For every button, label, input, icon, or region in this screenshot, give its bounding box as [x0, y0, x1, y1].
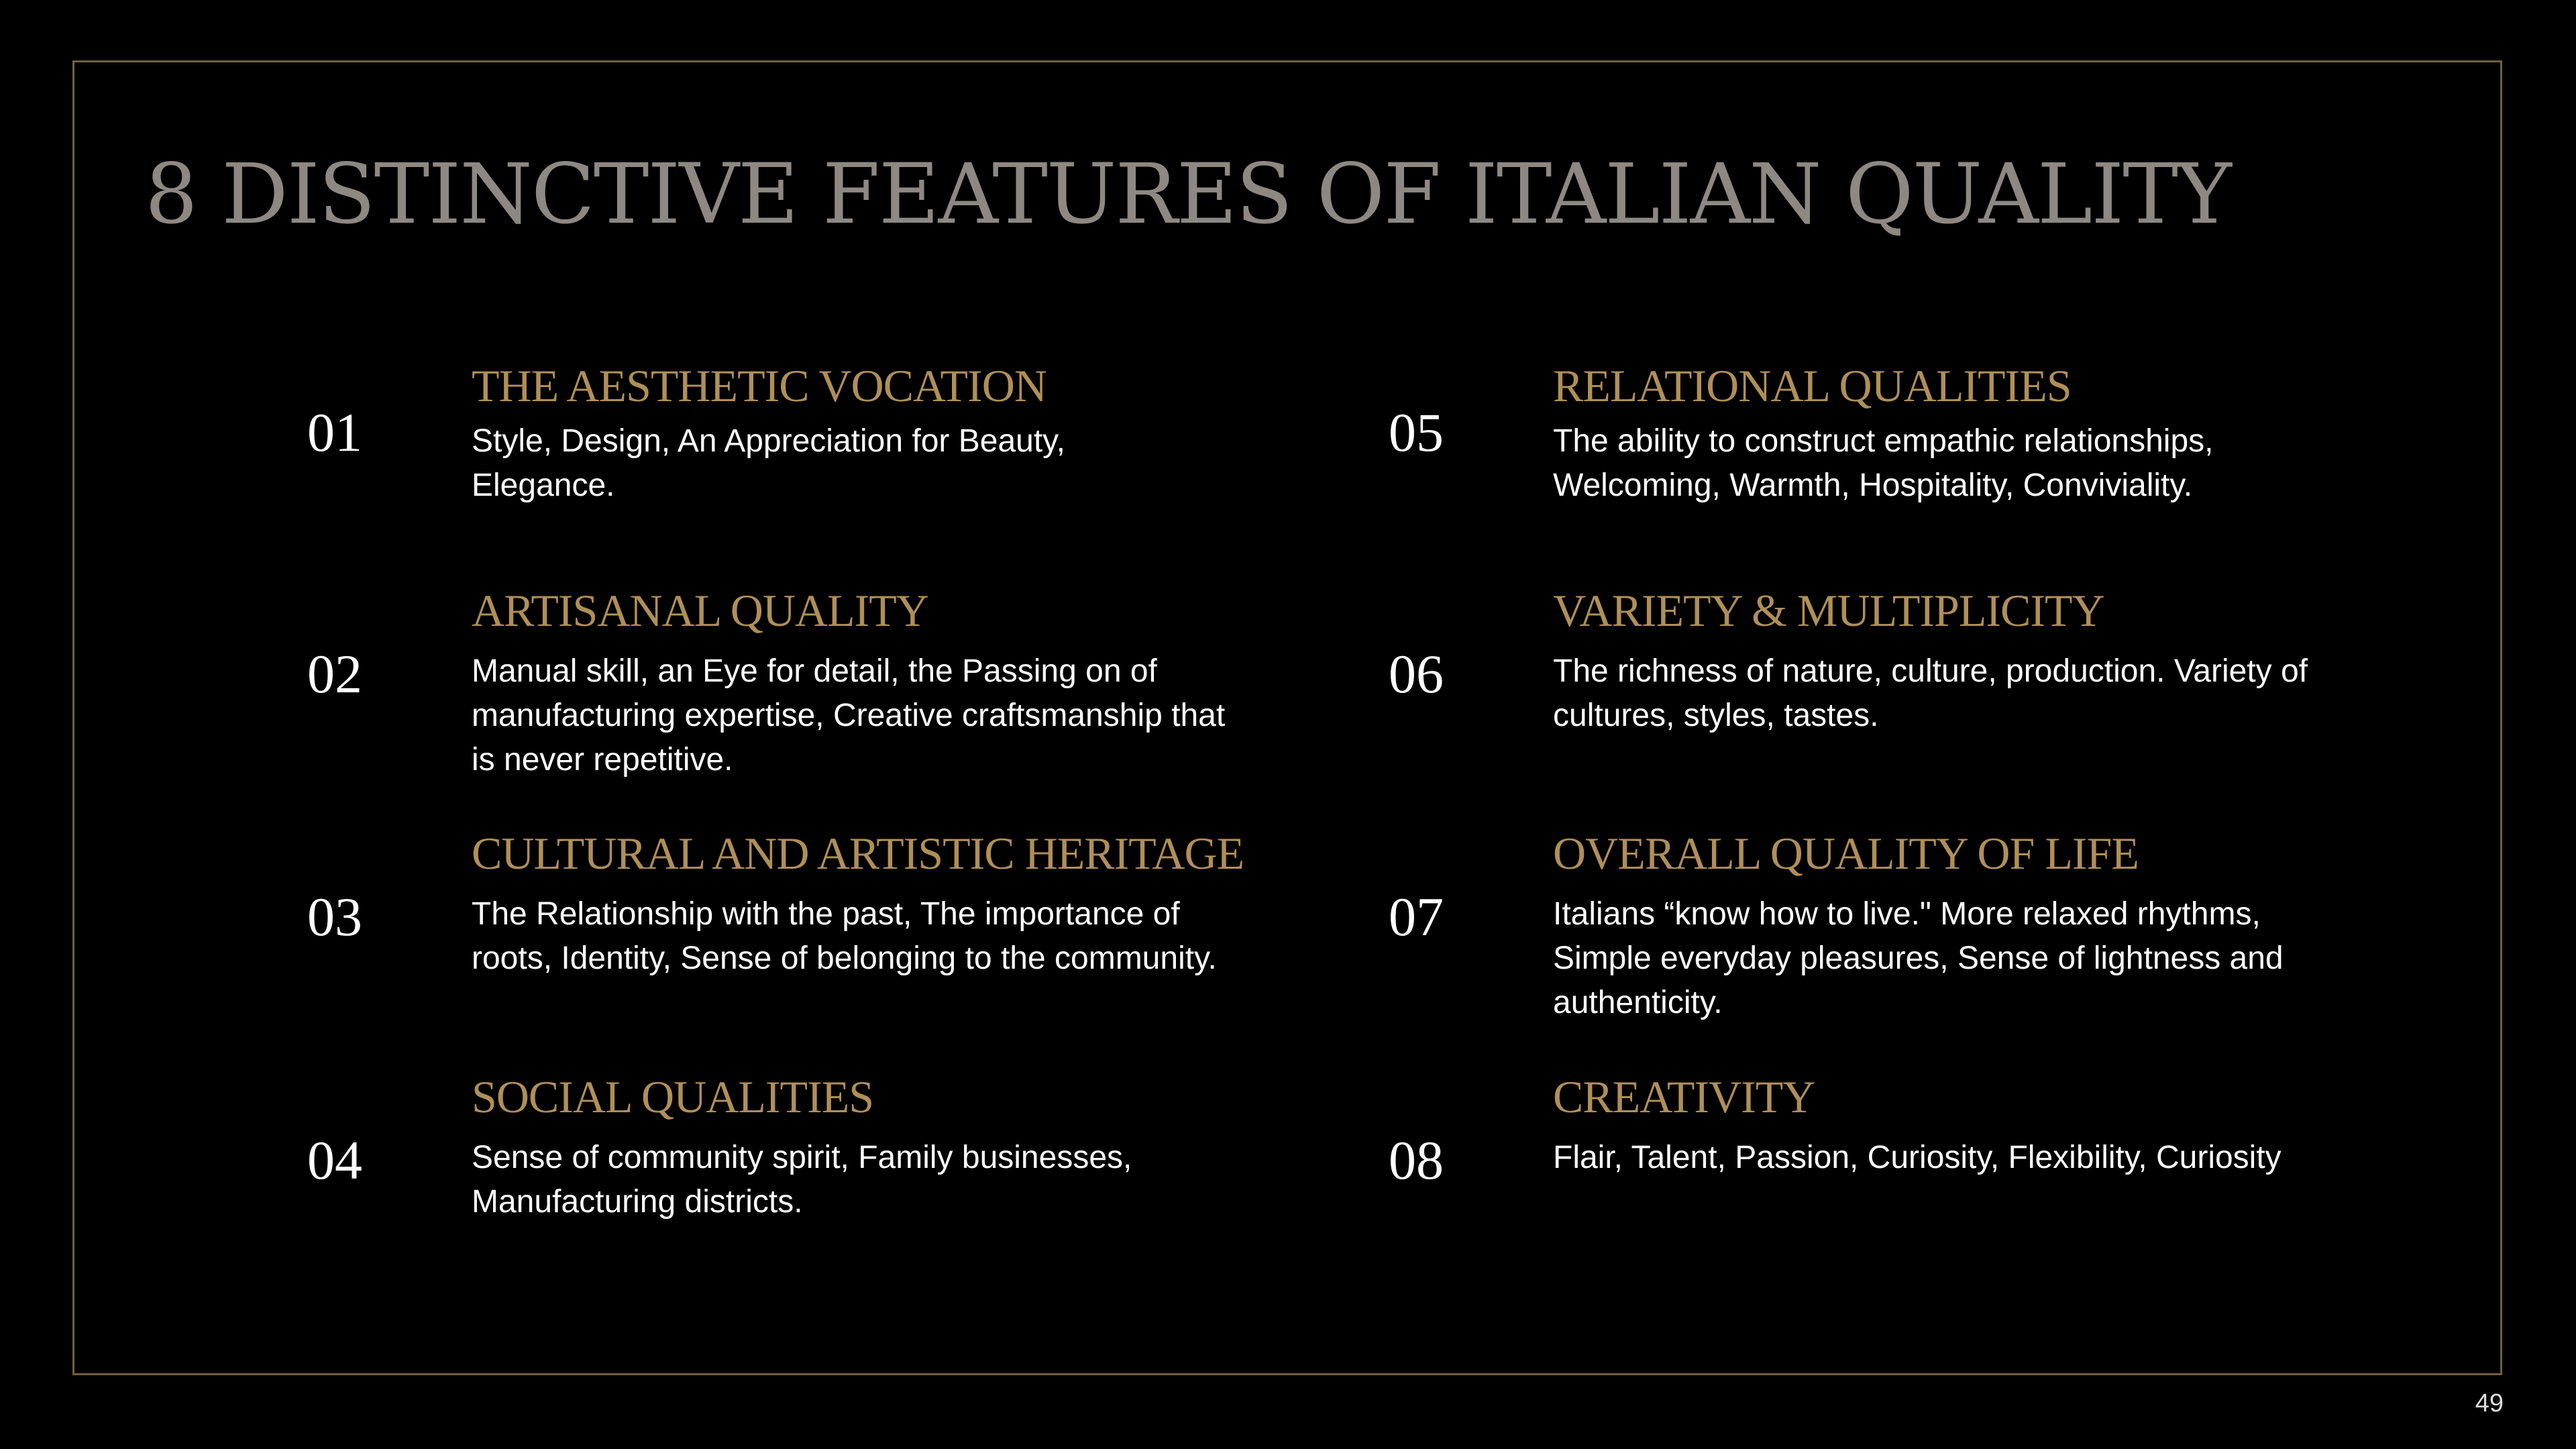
feature-number: 03: [307, 886, 362, 947]
feature-item-04: [307, 1063, 1179, 1265]
feature-description: Manual skill, an Eye for detail, the Passing on of manufacturing expertise, Creative craftsmanship that is never repetitive.: [472, 653, 1226, 777]
feature-item-08: [1389, 1063, 2282, 1265]
feature-heading: VARIETY & MULTIPLICITY: [1553, 585, 2104, 636]
feature-item-05: [1389, 352, 2261, 553]
feature-number: 06: [1389, 643, 1444, 704]
feature-description: The ability to construct empathic relationships, Welcoming, Warmth, Hospitality, Conviviality.: [1553, 423, 2214, 503]
feature-number: 08: [1389, 1130, 1444, 1191]
feature-number: 07: [1389, 886, 1444, 947]
feature-item-06: [1389, 577, 2308, 778]
feature-description: Sense of community spirit, Family businesses, Manufacturing districts.: [472, 1140, 1132, 1220]
feature-heading: CULTURAL AND ARTISTIC HERITAGE: [472, 828, 1244, 879]
feature-number: 04: [307, 1130, 362, 1191]
feature-item-03: [307, 820, 1244, 1021]
feature-number: 05: [1389, 402, 1444, 463]
feature-description: The Relationship with the past, The importance of roots, Identity, Sense of belonging to the community.: [472, 896, 1217, 976]
feature-heading: CREATIVITY: [1553, 1071, 1815, 1122]
slide-title: 8 DISTINCTIVE FEATURES OF ITALIAN QUALITY: [145, 146, 2231, 243]
feature-number: 02: [307, 643, 362, 704]
feature-heading: SOCIAL QUALITIES: [472, 1071, 874, 1122]
feature-description: Flair, Talent, Passion, Curiosity, Flexibility, Curiosity: [1553, 1140, 2282, 1175]
feature-heading: RELATIONAL QUALITIES: [1553, 360, 2072, 411]
page-number: 49: [2475, 1389, 2504, 1417]
feature-description: Style, Design, An Appreciation for Beauty, Elegance.: [472, 423, 1065, 503]
feature-heading: THE AESTHETIC VOCATION: [472, 360, 1046, 411]
feature-heading: ARTISANAL QUALITY: [472, 585, 928, 636]
feature-heading: OVERALL QUALITY OF LIFE: [1553, 828, 2139, 879]
feature-number: 01: [307, 402, 362, 463]
feature-description: The richness of nature, culture, production. Variety of cultures, styles, tastes.: [1553, 653, 2308, 733]
feature-item-01: [307, 352, 1179, 553]
feature-item-07: [1389, 820, 2284, 1021]
feature-description: Italians “know how to live." More relaxed rhythms, Simple everyday pleasures, Sense of lightness and authenticity.: [1553, 896, 2284, 1020]
feature-item-02: [307, 577, 1226, 778]
